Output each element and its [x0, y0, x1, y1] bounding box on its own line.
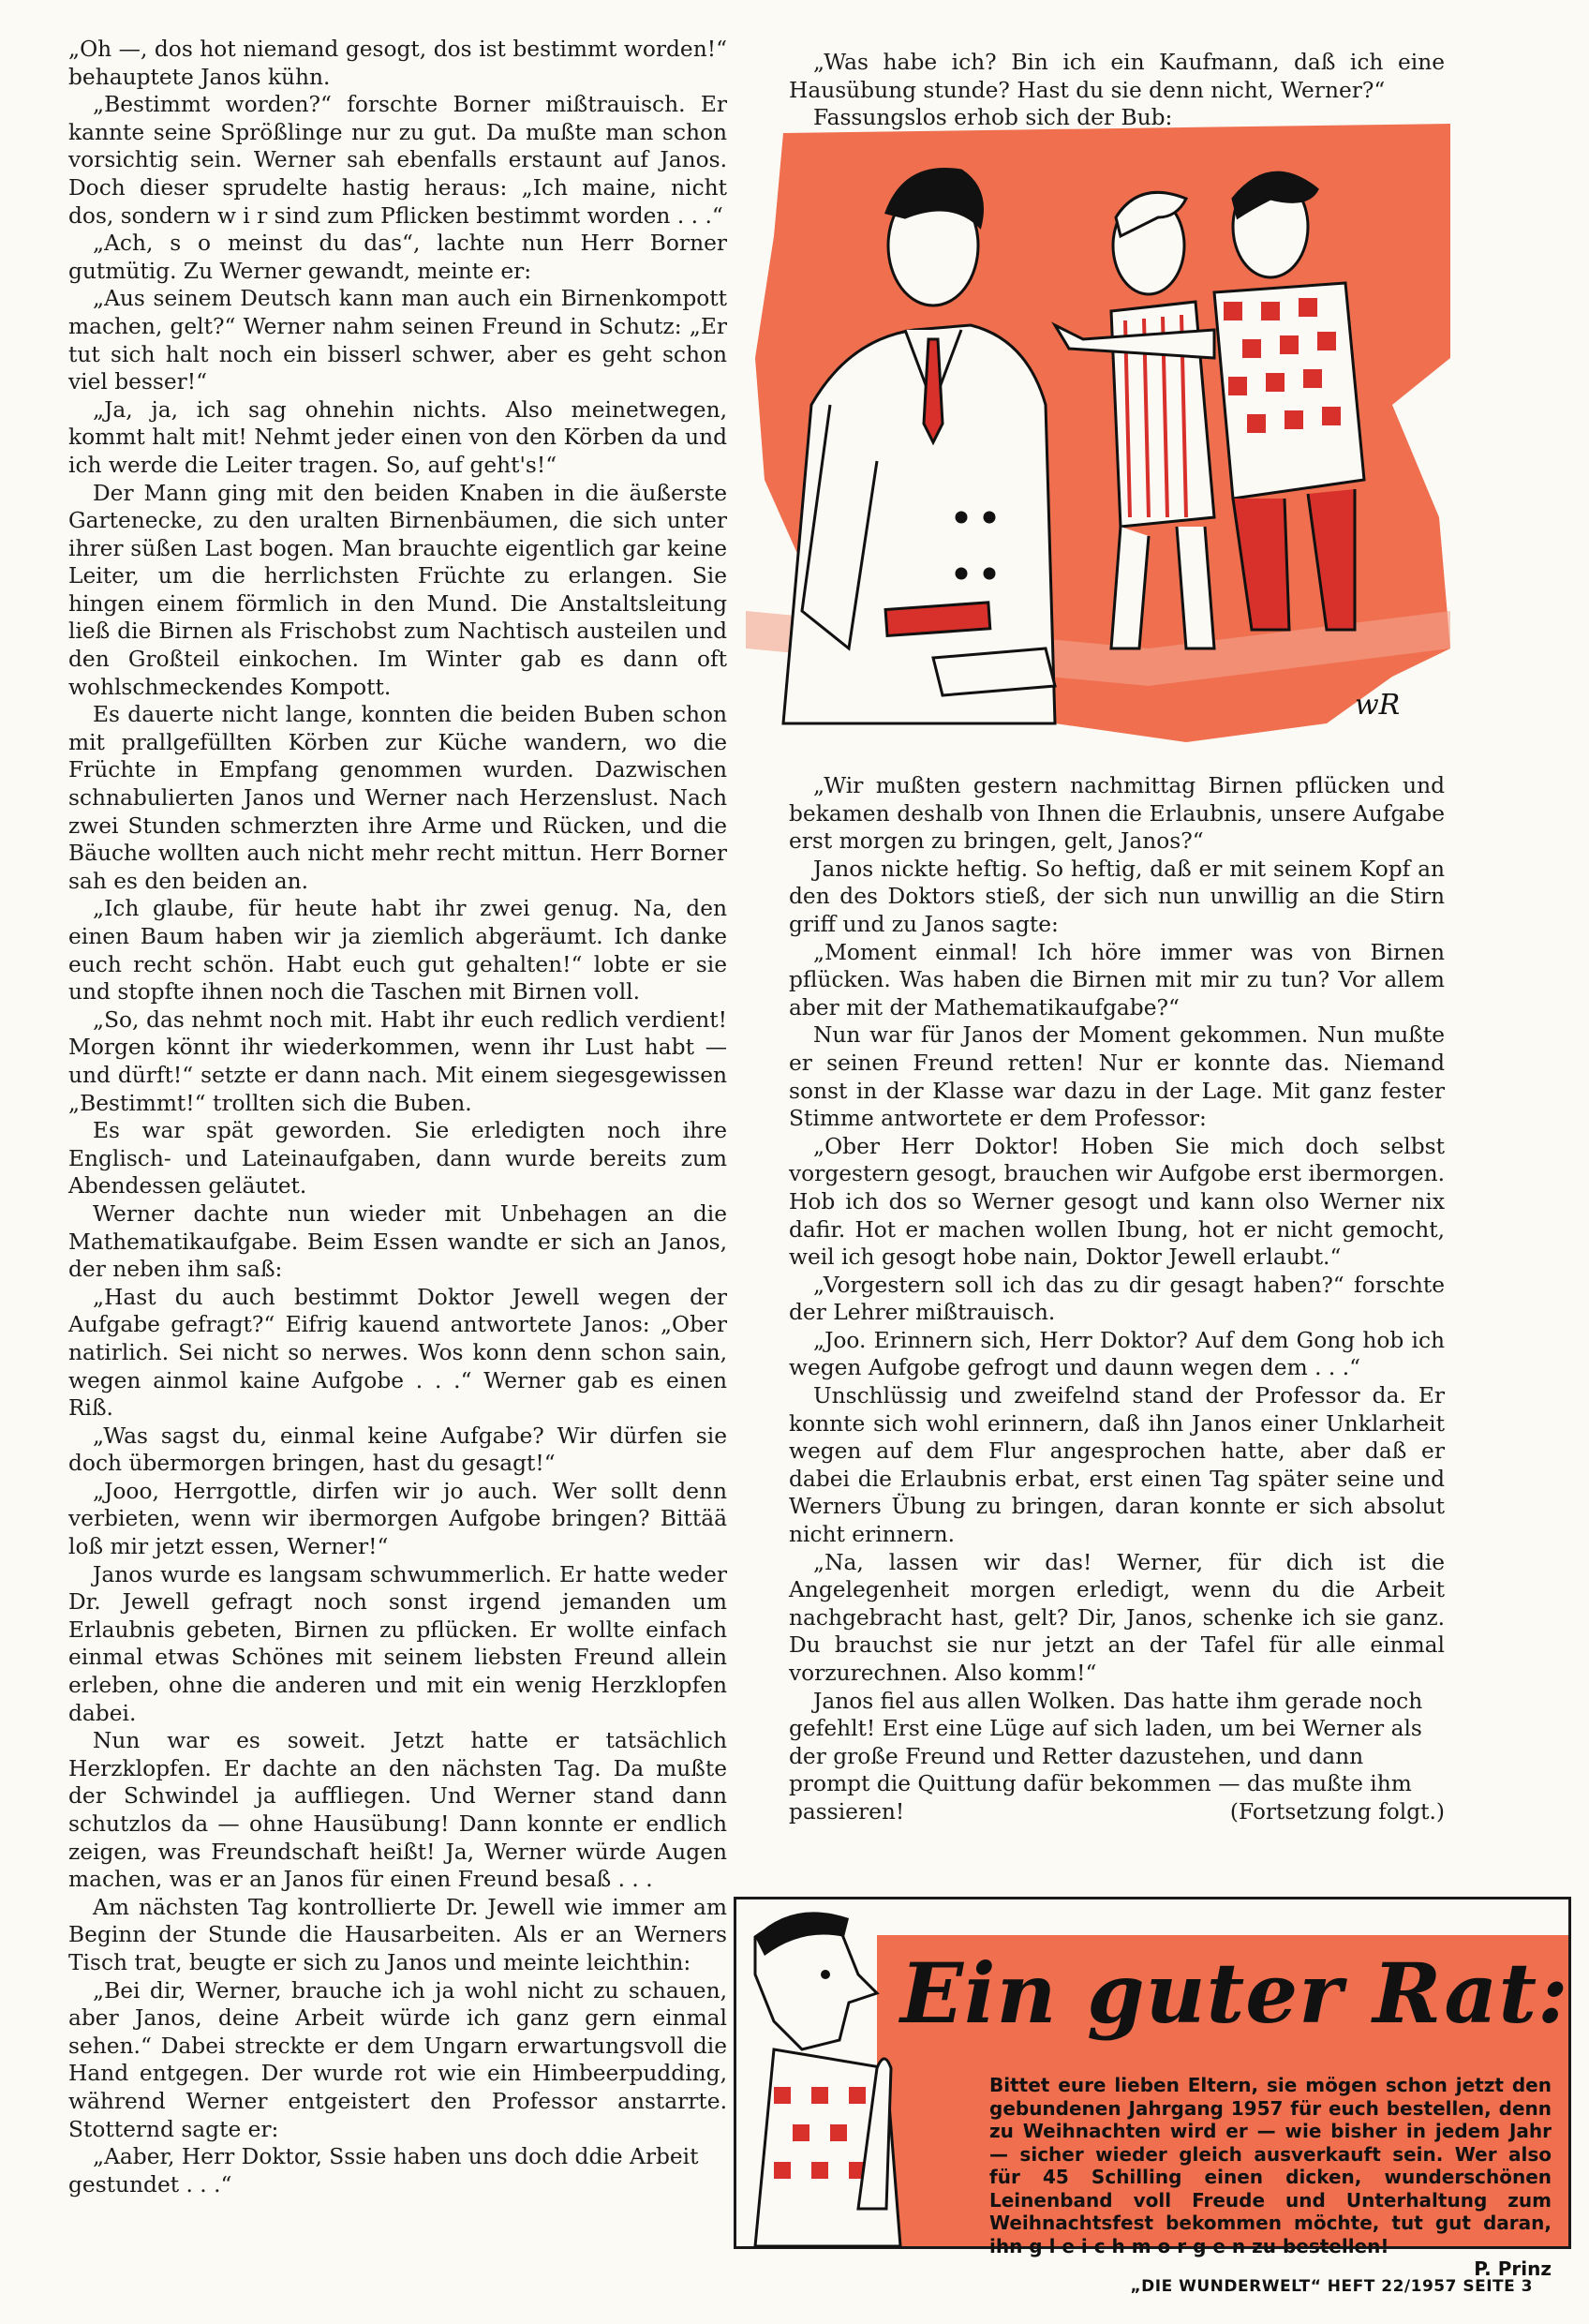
paragraph: Janos wurde es langsam schwummerlich. Er hatte weder Dr. Jewell gefragt noch sonst irgend jemanden um Erlaubnis gebeten, Birnen zu pflücken. Er wollte einfach einmal etwas Schönes mit seinem liebsten Freund allein erleben, ohne die anderen und mit ein wenig Herzklopfen dabei.	[68, 1561, 727, 1726]
continuation-note: (Fortsetzung folgt.)	[1229, 1798, 1445, 1825]
paragraph: „So, das nehmt noch mit. Habt ihr euch redlich verdient! Morgen könnt ihr wiederkommen, wenn ihr Lust habt — und dürft!“ setzte er dann nach. Mit einem siegesgewissen „Bestimmt!“ trollten sich die Buben.	[68, 1006, 727, 1116]
paragraph: Es war spät geworden. Sie erledigten noch ihre Englisch- und Lateinaufgaben, dann wurde bereits zum Abendessen geläutet.	[68, 1118, 727, 1199]
paragraph: Werner dachte nun wieder mit Unbehagen an die Mathematikaufgabe. Beim Essen wandte er sich an Janos, der neben ihm saß:	[68, 1200, 727, 1283]
paragraph: „Joo. Erinnern sich, Herr Doktor? Auf dem Gong hob ich wegen Aufgobe gefrogt und daunn wegen dem . . .“	[789, 1327, 1445, 1381]
paragraph: „Bei dir, Werner, brauche ich ja wohl nicht zu schauen, aber Janos, deine Arbeit würde ich ganz gern einmal sehen.“ Dabei streckte er dem Ungarn erwartungsvoll die Hand entgegen. Der wurde rot wie ein Himbeerpudding, während Werner entgeistert den Professor anstarrte. Stotternd sagte er:	[68, 1977, 727, 2142]
ad-body	[989, 2074, 1552, 2281]
paragraph: Nun war es soweit. Jetzt hatte er tatsächlich Herzklopfen. Er dachte an den nächsten Tag. Da mußte der Schwindel ja auffliegen. Und Werner stand dann schutzlos da — ohne Hausübung! Dann konnte er endlich zeigen, was Freundschaft heißt! Ja, Werner würde Augen machen, was er an Janos für einen Freund besaß . . .	[68, 1728, 727, 1893]
ad-signature: P. Prinz	[1474, 2257, 1552, 2280]
paragraph: Unschlüssig und zweifelnd stand der Professor da. Er konnte sich wohl erinnern, daß ihn Janos einer Unklarheit wegen auf dem Flur angesprochen hatte, aber daß er dabei die Erlaubnis erbat, erst einen Tag später seine und Werners Übung zu bringen, daran konnte er sich absolut nicht erinnern.	[789, 1383, 1445, 1548]
paragraph: „Jooo, Herrgottle, dirfen wir jo auch. Wer sollt denn verbieten, wenn wir ibermorgen Aufgobe bringen? Bittää loß mir jetzt essen, Werner!“	[68, 1478, 727, 1560]
final-paragraph-text: Janos fiel aus allen Wolken. Das hatte ihm gerade noch gefehlt! Erst eine Lüge auf sich laden, um bei Werner als der große Freund und Retter dazustehen, und dann prompt die Quittung dafür bekommen — das mußte ihm passieren!	[789, 1688, 1423, 1825]
paragraph: „Aus seinem Deutsch kann man auch ein Birnenkompott machen, gelt?“ Werner nahm seinen Freund in Schutz: „Er tut sich halt noch ein bisserl schwer, aber es geht schon viel besser!“	[68, 286, 727, 395]
paragraph: „Wir mußten gestern nachmittag Birnen pflücken und bekamen deshalb von Ihnen die Erlaubnis, unsere Aufgabe erst morgen zu bringen, gelt, Janos?“	[789, 773, 1445, 855]
paragraph: „Was habe ich? Bin ich ein Kaufmann, daß ich eine Hausübung stunde? Hast du sie denn nicht, Werner?“	[789, 50, 1445, 103]
page-footer: „DIE WUNDERWELT“ HEFT 22/1957 SEITE 3	[1130, 2277, 1533, 2296]
paragraph: „Ober Herr Doktor! Hoben Sie mich doch selbst vorgestern gesogt, brauchen wir Aufgobe erst ibermorgen. Hob ich dos so Werner gesogt und kann olso Werner nix dafir. Hot er machen wollen Ibung, hot er nicht gemocht, weil ich gesogt hobe nain, Doktor Jewell erlaubt.“	[789, 1133, 1445, 1271]
paragraph: „Was sagst du, einmal keine Aufgabe? Wir dürfen sie doch übermorgen bringen, hast du gesagt!“	[68, 1423, 727, 1477]
paragraph: „Ich glaube, für heute habt ihr zwei genug. Na, den einen Baum haben wir ja ziemlich abgeräumt. Ich danke euch recht schön. Habt euch gut gehalten!“ lobte er sie und stopfte ihnen noch die Taschen mit Birnen voll.	[68, 896, 727, 1006]
paragraph: „Moment einmal! Ich höre immer was von Birnen pflücken. Was haben die Birnen mit mir zu tun? Vor allem aber mit der Mathematikaufgabe?“	[789, 939, 1445, 1020]
article-right-column-top	[789, 49, 1445, 132]
paragraph: „Vorgestern soll ich das zu dir gesagt haben?“ forschte der Lehrer mißtrauisch.	[789, 1272, 1445, 1326]
paragraph: Fassungslos erhob sich der Bub:	[813, 105, 1173, 131]
ad-body-text: Bittet eure lieben Eltern, sie mögen schon jetzt den gebundenen Jahrgang 1957 für euch bestellen, denn zu Weihnachten wird er — wie bisher in jedem Jahr — sicher wieder gleich ausverkauft sein. Wer also für 45 Schilling einen dicken, wunderschönen Leinenband voll Freude und Unterhaltung zum Weihnachtsfest bekommen möchte, tut gut daran, ihn g l e i c h m o r g e n zu bestellen!	[989, 2074, 1552, 2257]
paragraph: Nun war für Janos der Moment gekommen. Nun mußte er seinen Freund retten! Nur er konnte das. Niemand sonst in der Klasse war dazu in der Lage. Mit ganz fester Stimme antwortete er dem Professor:	[789, 1022, 1445, 1132]
paragraph: „Ach, s o meinst du das“, lachte nun Herr Borner gutmütig. Zu Werner gewandt, meinte er:	[68, 231, 727, 284]
paragraph: „Bestimmt worden?“ forschte Borner mißtrauisch. Er kannte seine Sprößlinge nur zu gut. Da mußte man schon vorsichtig sein. Werner sah ebenfalls erstaunt auf Janos. Doch dieser sprudelte hastig heraus: „Ich maine, nicht dos, sondern w i r sind zum Pflicken bestimmt worden . . .“	[68, 92, 727, 229]
paragraph: „Ja, ja, ich sag ohnehin nichts. Also meinetwegen, kommt halt mit! Nehmt jeder einen von den Körben da und ich werde die Leiter tragen. So, auf geht's!“	[68, 396, 727, 478]
paragraph: „Oh —, dos hot niemand gesogt, dos ist bestimmt worden!“ behauptete Janos kühn.	[68, 37, 727, 90]
paragraph: Janos nickte heftig. So heftig, daß er mit seinem Kopf an den des Doktors stieß, der sich nun unwillig an die Stirn griff und zu Janos sagte:	[789, 856, 1445, 937]
paragraph	[789, 1688, 1445, 1826]
article-right-column-bottom	[789, 772, 1445, 1826]
paragraph: „Aaber, Herr Doktor, Sssie haben uns doch ddie Arbeit gestundet . . .“	[68, 2144, 699, 2197]
paragraph: „Hast du auch bestimmt Doktor Jewell wegen der Aufgabe gefragt?“ Eifrig kauend antwortete Janos: „Ober natirlich. Sei nicht so nerwes. Wos konn denn schon sain, wegen ainmol kaine Aufgobe . . .“ Werner gab es einen Riß.	[68, 1284, 727, 1422]
article-left-column	[68, 36, 727, 2198]
advertisement-box	[734, 1897, 1571, 2280]
paragraph: Am nächsten Tag kontrollierte Dr. Jewell wie immer am Beginn der Stunde die Hausarbeiten. Als er an Werners Tisch trat, beugte er sich zu Janos und meinte leichthin:	[68, 1894, 727, 1975]
illustration-signature: wR	[1355, 689, 1401, 722]
pointing-boy-icon	[736, 1899, 900, 2246]
ad-title: Ein guter Rat:	[900, 1944, 1569, 2042]
paragraph: „Na, lassen wir das! Werner, für dich ist die Angelegenheit morgen erledigt, wenn du die Arbeit nachgebracht hast, gelt? Dir, Janos, schenke ich sie ganz. Du brauchst sie nur jetzt an der Tafel für alle einmal vorzurechnen. Also komm!“	[789, 1549, 1445, 1686]
paragraph: Es dauerte nicht lange, konnten die beiden Buben schon mit prallgefüllten Körben zur Küche wandern, wo die Früchte in Empfang genommen wurden. Dazwischen schnabulierten Janos und Werner nach Herzenslust. Nach zwei Stunden schmerzten ihre Arme und Rücken, und die Bäuche wollten auch nicht mehr recht mittun. Herr Borner sah es den beiden an.	[68, 702, 727, 894]
story-illustration	[746, 124, 1450, 780]
paragraph: Der Mann ging mit den beiden Knaben in die äußerste Gartenecke, zu den uralten Birnenbäumen, die sich unter ihrer süßen Last bogen. Man brauchte eigentlich gar keine Leiter, um die herrlichsten Früchte zu erlangen. Sie hingen einem förmlich in den Mund. Die Anstaltsleitung ließ die Birnen als Frischobst zum Nachtisch austeilen und den Großteil einkochen. Im Winter gab es dann oft wohlschmeckendes Kompott.	[68, 480, 727, 700]
